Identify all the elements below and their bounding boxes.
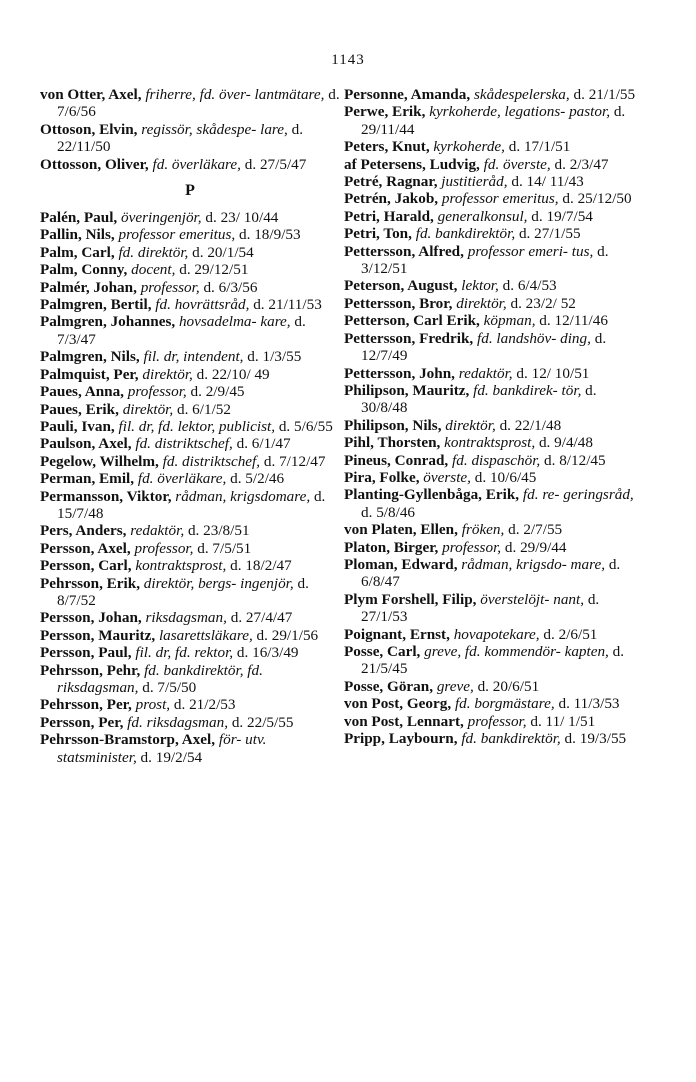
entry-date: d. 12/ 10/51 [516, 364, 590, 382]
entry-name: von Post, Georg, [344, 695, 452, 713]
entry-title: fd. överste, [483, 155, 551, 173]
entry-title: fd. hovrättsråd, [155, 296, 250, 314]
entry-title: professor emeritus, [118, 226, 236, 244]
entry-date: d. 23/ 10/44 [205, 209, 279, 227]
entry-name: Pettersson, John, [344, 364, 455, 382]
entry-title: skådespelerska, [473, 86, 570, 103]
entry-name: Paulson, Axel, [40, 435, 132, 453]
obituary-entry [40, 366, 340, 383]
obituary-entry [40, 156, 340, 173]
entry-title: generalkonsul, [437, 207, 528, 225]
obituary-entry [344, 643, 644, 678]
entry-title: professor, [467, 712, 527, 730]
entry-date: d. 19/3/55 [564, 730, 627, 748]
entry-title: regissör, skådespe- lare, [141, 120, 288, 138]
entry-title: fil. dr, fd. lektor, publicist, [118, 417, 276, 435]
obituary-entry [40, 714, 340, 731]
entry-name: Posse, Göran, [344, 677, 434, 695]
obituary-entry [40, 313, 340, 348]
entry-title: friherre, fd. över- lantmätare, [145, 86, 325, 103]
entry-name: Petri, Ton, [344, 225, 412, 243]
obituary-entry [40, 261, 340, 278]
entry-title: professor, [134, 539, 194, 557]
entry-name: Pripp, Laybourn, [344, 730, 458, 748]
entry-name: Petri, Harald, [344, 207, 434, 225]
obituary-entry [40, 575, 340, 610]
entry-title: direktör, [122, 400, 174, 418]
entry-title: docent, [131, 261, 176, 279]
entry-title: greve, [436, 677, 474, 695]
entry-date: d. 6/1/47 [236, 435, 291, 453]
obituary-entry [344, 417, 644, 434]
entry-name: Persson, Mauritz, [40, 626, 156, 644]
entry-title: fd. överläkare, [152, 155, 241, 173]
obituary-entry [344, 486, 644, 521]
obituary-entry [40, 244, 340, 261]
obituary-entry [40, 644, 340, 661]
obituary-entry [40, 348, 340, 365]
obituary-entry [40, 696, 340, 713]
entry-date: d. 25/12/50 [562, 190, 632, 208]
entry-title: fil. dr, fd. rektor, [135, 644, 234, 662]
entry-date: d. 22/5/55 [231, 713, 294, 731]
entry-name: von Otter, Axel, [40, 86, 142, 103]
entry-date: d. 7/5/51 [197, 539, 252, 557]
entry-title: hovsadelma- kare, [178, 313, 291, 331]
obituary-entry [344, 434, 644, 451]
entry-title: kontraktsprost, [135, 557, 227, 575]
entry-date: d. 29/12/51 [179, 261, 249, 279]
entry-name: Perman, Emil, [40, 470, 135, 488]
entry-title: lektor, [461, 277, 499, 295]
entry-date: d. 6/4/53 [502, 277, 557, 295]
obituary-entry [40, 731, 340, 766]
entry-title: professor emeritus, [441, 190, 559, 208]
entry-date: d. 6/3/56 [203, 278, 258, 296]
entry-name: Palm, Conny, [40, 261, 128, 279]
entry-date: d. 14/ 11/43 [511, 173, 584, 191]
entry-date: d. 19/2/54 [140, 748, 203, 766]
entry-name: Philipson, Mauritz, [344, 381, 470, 399]
entry-date: d. 29/1/56 [256, 626, 319, 644]
entry-name: af Petersens, Ludvig, [344, 155, 480, 173]
entry-title: redaktör, [130, 522, 185, 540]
entry-name: Petterson, Carl Erik, [344, 312, 480, 330]
entry-date: d. 5/2/46 [230, 470, 285, 488]
obituary-entry [40, 662, 340, 697]
entry-date: d. 1/3/55 [247, 348, 302, 366]
obituary-entry [40, 522, 340, 539]
obituary-entry [40, 540, 340, 557]
entry-name: Poignant, Ernst, [344, 625, 450, 643]
entry-date: d. 8/12/45 [544, 451, 606, 469]
obituary-entry [344, 103, 644, 138]
entry-name: Palmgren, Johannes, [40, 313, 176, 331]
entry-title: fd. borgmästare, [454, 695, 555, 713]
entry-name: Pers, Anders, [40, 522, 127, 540]
entry-name: Petré, Ragnar, [344, 173, 438, 191]
entry-date: d. 6/8/47 [361, 555, 621, 591]
obituary-entry [40, 557, 340, 574]
entry-name: Pineus, Conrad, [344, 451, 449, 469]
entry-title: fil. dr, intendent, [143, 348, 244, 366]
entry-name: Ottoson, Elvin, [40, 120, 138, 138]
entry-date: d. 12/11/46 [539, 312, 608, 330]
entry-name: Pira, Folke, [344, 468, 420, 486]
entry-date: d. 7/6/56 [57, 86, 340, 121]
entry-name: Persson, Per, [40, 713, 124, 731]
entry-name: Posse, Carl, [344, 643, 421, 660]
entry-date: d. 21/5/45 [361, 643, 625, 678]
entry-name: Peterson, August, [344, 277, 458, 295]
obituary-entry [344, 365, 644, 382]
entry-title: fd. distriktschef, [162, 452, 261, 470]
entry-date: d. 18/2/47 [230, 557, 292, 575]
entry-title: rådman, krigsdomare, [175, 487, 311, 505]
entry-date: d. 11/ 1/51 [530, 712, 596, 730]
entry-date: d. 7/5/50 [142, 679, 197, 696]
entry-name: Pettersson, Alfred, [344, 242, 464, 260]
obituary-entry [344, 138, 644, 155]
entry-name: Pauli, Ivan, [40, 417, 115, 435]
entry-name: Platon, Birger, [344, 538, 439, 556]
entry-title: rådman, krigsdo- mare, [461, 555, 606, 573]
entry-name: Palmgren, Bertil, [40, 296, 152, 314]
entry-date: d. 29/9/44 [504, 538, 567, 556]
entry-date: d. 21/1/55 [573, 86, 636, 103]
entry-title: kontraktsprost, [444, 434, 536, 452]
obituary-entry [344, 156, 644, 173]
entry-title: fd. bankdirektör, fd. riksdagsman, [57, 661, 263, 696]
obituary-entry [40, 418, 340, 435]
entry-date: d. 7/3/47 [57, 313, 306, 348]
entry-title: direktör, [142, 365, 193, 383]
entry-title: fd. bankdirektör, [415, 225, 516, 243]
entry-name: Ottosson, Oliver, [40, 155, 149, 173]
entry-title: lasarettsläkare, [158, 626, 253, 644]
obituary-entry [344, 312, 644, 329]
entry-date: d. 23/2/ 52 [510, 294, 576, 312]
entry-name: Pihl, Thorsten, [344, 434, 441, 452]
obituary-entry [344, 713, 644, 730]
entry-name: Palén, Paul, [40, 209, 118, 227]
entry-title: fröken, [461, 521, 505, 539]
obituary-entry [40, 627, 340, 644]
entry-name: Perwe, Erik, [344, 103, 426, 121]
entry-name: Permansson, Viktor, [40, 487, 172, 505]
entry-name: Pettersson, Fredrik, [344, 329, 474, 347]
entry-title: fd. bankdirektör, [461, 730, 561, 748]
obituary-entry [40, 383, 340, 400]
entry-date: d. 27/1/55 [518, 225, 581, 243]
entry-title: direktör, [456, 294, 507, 312]
entry-date: d. 3/12/51 [361, 242, 609, 278]
entry-title: greve, fd. kommendör- kapten, [424, 643, 609, 660]
entry-title: justitieråd, [441, 173, 508, 191]
entry-date: d. 27/5/47 [244, 155, 307, 173]
entry-title: för- utv. statsminister, [57, 731, 267, 766]
entry-date: d. 12/7/49 [361, 329, 607, 365]
entry-name: von Platen, Ellen, [344, 521, 458, 539]
entry-name: Petrén, Jakob, [344, 190, 439, 208]
entry-title: fd. riksdagsman, [127, 713, 229, 731]
obituary-entry [344, 730, 644, 747]
entry-title: fd. direktör, [118, 243, 189, 261]
obituary-entry [344, 556, 644, 591]
obituary-entry [344, 469, 644, 486]
left-column [40, 86, 340, 766]
obituary-entry [40, 401, 340, 418]
entry-date: d. 6/1/52 [176, 400, 231, 418]
entry-name: Pehrsson, Erik, [40, 574, 140, 592]
entry-date: d. 22/11/50 [57, 120, 303, 156]
entry-title: köpman, [483, 312, 536, 330]
entry-name: Pallin, Nils, [40, 226, 115, 244]
entry-date: d. 29/11/44 [361, 103, 626, 138]
entry-name: Pehrsson, Per, [40, 696, 132, 714]
entry-title: professor, [127, 383, 187, 401]
entry-title: fd. överläkare, [137, 470, 227, 488]
obituary-entry [344, 539, 644, 556]
entry-name: Palmquist, Per, [40, 365, 139, 383]
obituary-entry [40, 609, 340, 626]
entry-name: Pettersson, Bror, [344, 294, 453, 312]
entry-title: direktör, [445, 416, 496, 434]
entry-title: direktör, bergs- ingenjör, [143, 574, 294, 592]
entry-title: kyrkoherde, legations- pastor, [429, 103, 611, 121]
obituary-entry [40, 488, 340, 523]
obituary-entry [344, 277, 644, 294]
entry-name: Pegelow, Wilhelm, [40, 452, 159, 470]
obituary-entry [40, 435, 340, 452]
entry-name: Ploman, Edward, [344, 555, 458, 573]
entry-name: Paues, Anna, [40, 383, 124, 401]
entry-date: d. 27/1/53 [361, 590, 600, 626]
page-number: 1143 [331, 52, 365, 68]
entry-title: prost, [135, 696, 171, 714]
entry-name: Palmgren, Nils, [40, 348, 140, 366]
entry-date: d. 22/10/ 49 [196, 365, 270, 383]
entry-date: d. 11/3/53 [558, 695, 620, 713]
obituary-entry [344, 382, 644, 417]
entry-date: d. 2/6/51 [543, 625, 598, 643]
entry-name: Plym Forshell, Filip, [344, 590, 477, 608]
entry-name: Pehrsson-Bramstorp, Axel, [40, 731, 216, 749]
obituary-entry [40, 453, 340, 470]
entry-name: Pehrsson, Pehr, [40, 661, 141, 679]
entry-date: d. 2/3/47 [554, 155, 609, 173]
entry-title: överingenjör, [121, 209, 202, 227]
obituary-entry [40, 279, 340, 296]
entry-title: redaktör, [458, 364, 513, 382]
entry-name: Peters, Knut, [344, 138, 430, 156]
entry-title: fd. bankdirek- tör, [473, 381, 582, 399]
right-column [344, 86, 644, 747]
entry-date: d. 21/2/53 [173, 696, 236, 714]
entry-date: d. 2/9/45 [190, 383, 245, 401]
entry-name: Philipson, Nils, [344, 416, 442, 434]
entry-name: Palmér, Johan, [40, 278, 137, 296]
obituary-entry [344, 173, 644, 190]
obituary-entry [344, 330, 644, 365]
entry-date: d. 23/8/51 [187, 522, 250, 540]
entry-date: d. 18/9/53 [239, 226, 301, 244]
entry-date: d. 22/1/48 [499, 416, 562, 434]
obituary-entry [344, 452, 644, 469]
entry-name: Planting-Gyllenbåga, Erik, [344, 486, 520, 504]
entry-date: d. 20/6/51 [477, 677, 540, 695]
entry-name: von Post, Lennart, [344, 712, 464, 730]
entry-date: d. 20/1/54 [192, 243, 254, 261]
entry-date: d. 19/7/54 [531, 207, 593, 225]
obituary-entry [40, 226, 340, 243]
section-heading: P [185, 182, 195, 200]
obituary-entry [344, 591, 644, 626]
entry-name: Persson, Axel, [40, 539, 131, 557]
entry-date: d. 21/11/53 [253, 296, 322, 314]
obituary-entry [344, 695, 644, 712]
obituary-entry [344, 86, 644, 103]
obituary-entry [40, 296, 340, 313]
entry-date: d. 10/6/45 [474, 468, 537, 486]
entry-date: d. 2/7/55 [508, 521, 563, 539]
entry-date: d. 27/4/47 [230, 609, 293, 627]
obituary-entry [40, 470, 340, 487]
entry-title: överstelöjt- nant, [480, 590, 585, 608]
obituary-entry [344, 243, 644, 278]
entry-title: hovapotekare, [453, 625, 540, 643]
obituary-entry [40, 209, 340, 226]
obituary-entry [40, 121, 340, 156]
obituary-entry [344, 190, 644, 207]
entry-title: professor emeri- tus, [467, 242, 594, 260]
entry-name: Personne, Amanda, [344, 86, 471, 103]
entry-title: överste, [423, 468, 471, 486]
entry-name: Persson, Johan, [40, 609, 142, 627]
entry-date: d. 30/8/48 [361, 381, 597, 417]
entry-name: Paues, Erik, [40, 400, 119, 418]
obituary-entry [40, 86, 340, 121]
entry-title: fd. distriktschef, [135, 435, 233, 453]
obituary-entry [344, 208, 644, 225]
entry-title: fd. re- geringsråd, [522, 486, 634, 504]
entry-date: d. 15/7/48 [57, 487, 326, 522]
entry-date: d. 9/4/48 [538, 434, 593, 452]
entry-title: kyrkoherde, [433, 138, 505, 156]
entry-name: Palm, Carl, [40, 243, 115, 261]
entry-date: d. 5/8/46 [361, 503, 416, 521]
entry-date: d. 7/12/47 [263, 452, 326, 470]
obituary-entry [344, 521, 644, 538]
entry-date: d. 17/1/51 [508, 138, 571, 156]
entry-title: fd. dispaschör, [452, 451, 541, 469]
obituary-entry [344, 295, 644, 312]
obituary-entry [344, 678, 644, 695]
entry-name: Persson, Paul, [40, 644, 132, 662]
entry-date: d. 8/7/52 [57, 574, 309, 609]
entry-title: professor, [442, 538, 502, 556]
obituary-entry [344, 225, 644, 242]
entry-title: riksdagsman, [145, 609, 227, 627]
entry-title: professor, [140, 278, 200, 296]
entry-date: d. 16/3/49 [236, 644, 299, 662]
obituary-entry [344, 626, 644, 643]
entry-date: d. 5/6/55 [278, 417, 333, 435]
entry-title: fd. landshöv- ding, [477, 329, 591, 347]
entry-name: Persson, Carl, [40, 557, 132, 575]
